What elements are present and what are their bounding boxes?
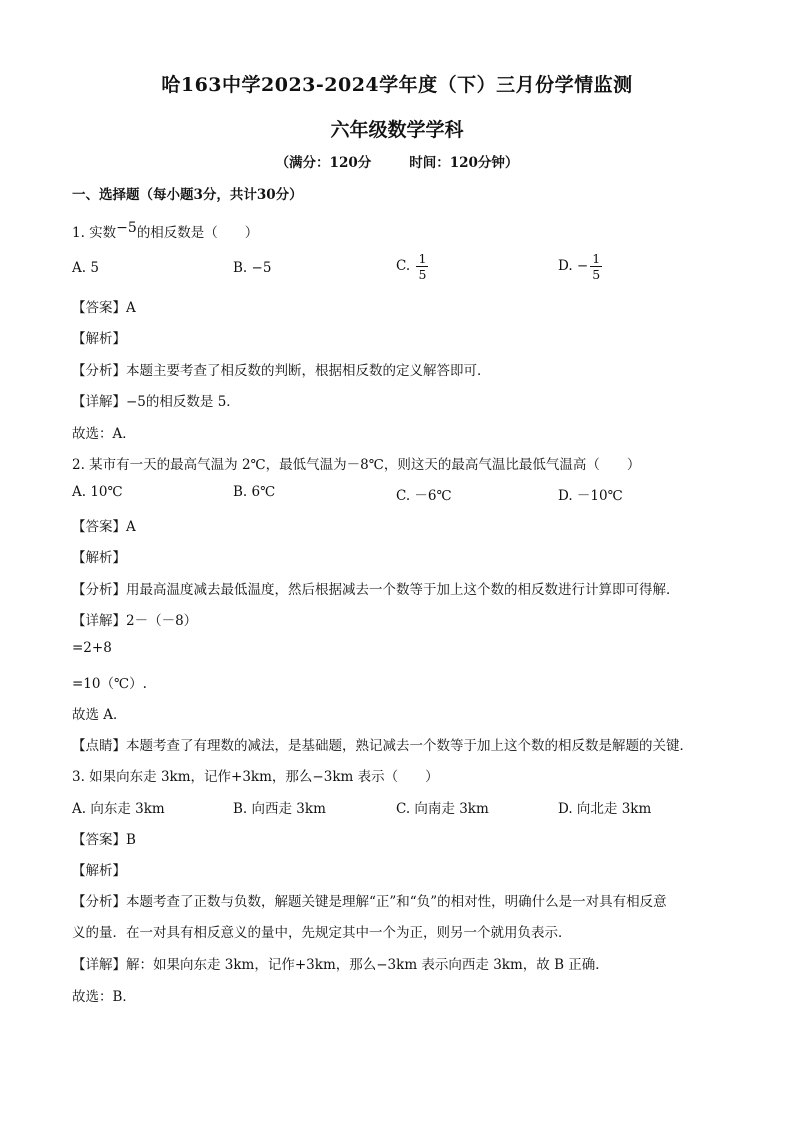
q2-option-c: C. －6℃ — [396, 488, 452, 504]
q3-detail: 【详解】解：如果向东走 3km，记作+3km，那么−3km 表示向西走 3km，故 B 正确． — [72, 957, 609, 973]
q3-option-c: C. 向南走 3km — [396, 801, 489, 817]
q2-choice: 故选 A． — [72, 707, 127, 723]
q2-analysis: 【分析】用最高温度减去最低温度，然后根据减去一个数等于加上这个数的相反数进行计算即可得解． — [72, 582, 680, 598]
q1-option-c-denominator: 5 — [418, 267, 427, 282]
q2-step-2: =10（℃）. — [72, 676, 147, 692]
q1-option-d-denominator: 5 — [592, 267, 601, 282]
q3-option-d: D. 向北走 3km — [558, 801, 652, 817]
q1-option-c-fraction — [416, 251, 428, 282]
q1-stem-number: −5 — [116, 220, 137, 236]
q3-analysis-line-2: 义的量．在一对具有相反意义的量中，先规定其中一个为正，则另一个就用负表示． — [72, 925, 572, 941]
q1-answer: 【答案】A — [72, 300, 136, 316]
q1-option-d-label: D. − — [558, 258, 589, 274]
exam-title: 哈163中学2023-2024学年度（下）三月份学情监测 — [161, 74, 633, 96]
exam-subject: 六年级数学学科 — [330, 119, 464, 141]
q1-option-d-numerator: 1 — [592, 251, 601, 266]
q1-stem-post: 的相反数是（ ） — [136, 225, 259, 241]
q1-option-c-label: C. — [396, 258, 411, 274]
q3-options — [72, 797, 732, 837]
q1-detail: 【详解】−5的相反数是 5． — [72, 394, 240, 410]
q2-options — [72, 484, 732, 524]
q2-answer: 【答案】A — [72, 519, 136, 535]
q2-option-b: B. 6℃ — [233, 484, 276, 500]
q1-jiexi: 【解析】 — [72, 331, 126, 347]
exam-info — [0, 151, 794, 171]
q3-answer: 【答案】B — [72, 832, 136, 848]
q1-analysis: 【分析】本题主要考查了相反数的判断，根据相反数的定义解答即可． — [72, 363, 491, 379]
q1-stem — [72, 221, 258, 241]
q2-step-1: =2+8 — [72, 640, 112, 656]
q1-option-c — [396, 251, 428, 282]
q3-jiexi: 【解析】 — [72, 863, 126, 879]
q3-option-b: B. 向西走 3km — [233, 801, 326, 817]
q3-stem: 3. 如果向东走 3km，记作+3km，那么−3km 表示（ ） — [72, 769, 439, 785]
full-score: （满分：120分 — [275, 155, 372, 171]
q2-detail: 【详解】2－（－8） — [72, 613, 198, 629]
q2-jiexi: 【解析】 — [72, 550, 126, 566]
q2-comment: 【点睛】本题考查了有理数的减法，是基础题，熟记减去一个数等于加上这个数的相反数是解题的关键． — [72, 738, 693, 754]
q3-analysis-line-1: 【分析】本题考查了正数与负数，解题关键是理解“正”和“负”的相对性，明确什么是一对具有相反意 — [72, 894, 667, 910]
q1-option-c-numerator: 1 — [418, 251, 427, 266]
q2-stem: 2. 某市有一天的最高气温为 2℃，最低气温为－8℃，则这天的最高气温比最低气温高（ ） — [72, 457, 641, 473]
q2-option-d: D. －10℃ — [558, 488, 623, 504]
q3-option-a: A. 向东走 3km — [72, 801, 165, 817]
exam-time: 时间：120分钟） — [409, 155, 519, 171]
q1-option-b: B. −5 — [233, 260, 272, 276]
q1-option-d-fraction — [590, 251, 602, 282]
q1-choice: 故选：A． — [72, 426, 136, 442]
q1-options — [72, 251, 732, 291]
q2-option-a: A. 10℃ — [72, 484, 123, 500]
section-heading: 一、选择题（每小题3分，共计30分） — [72, 187, 303, 203]
q3-choice: 故选：B． — [72, 989, 136, 1005]
q1-option-d — [558, 251, 602, 282]
q1-stem-pre: 1. 实数 — [72, 225, 117, 241]
q1-option-a: A. 5 — [72, 260, 99, 276]
